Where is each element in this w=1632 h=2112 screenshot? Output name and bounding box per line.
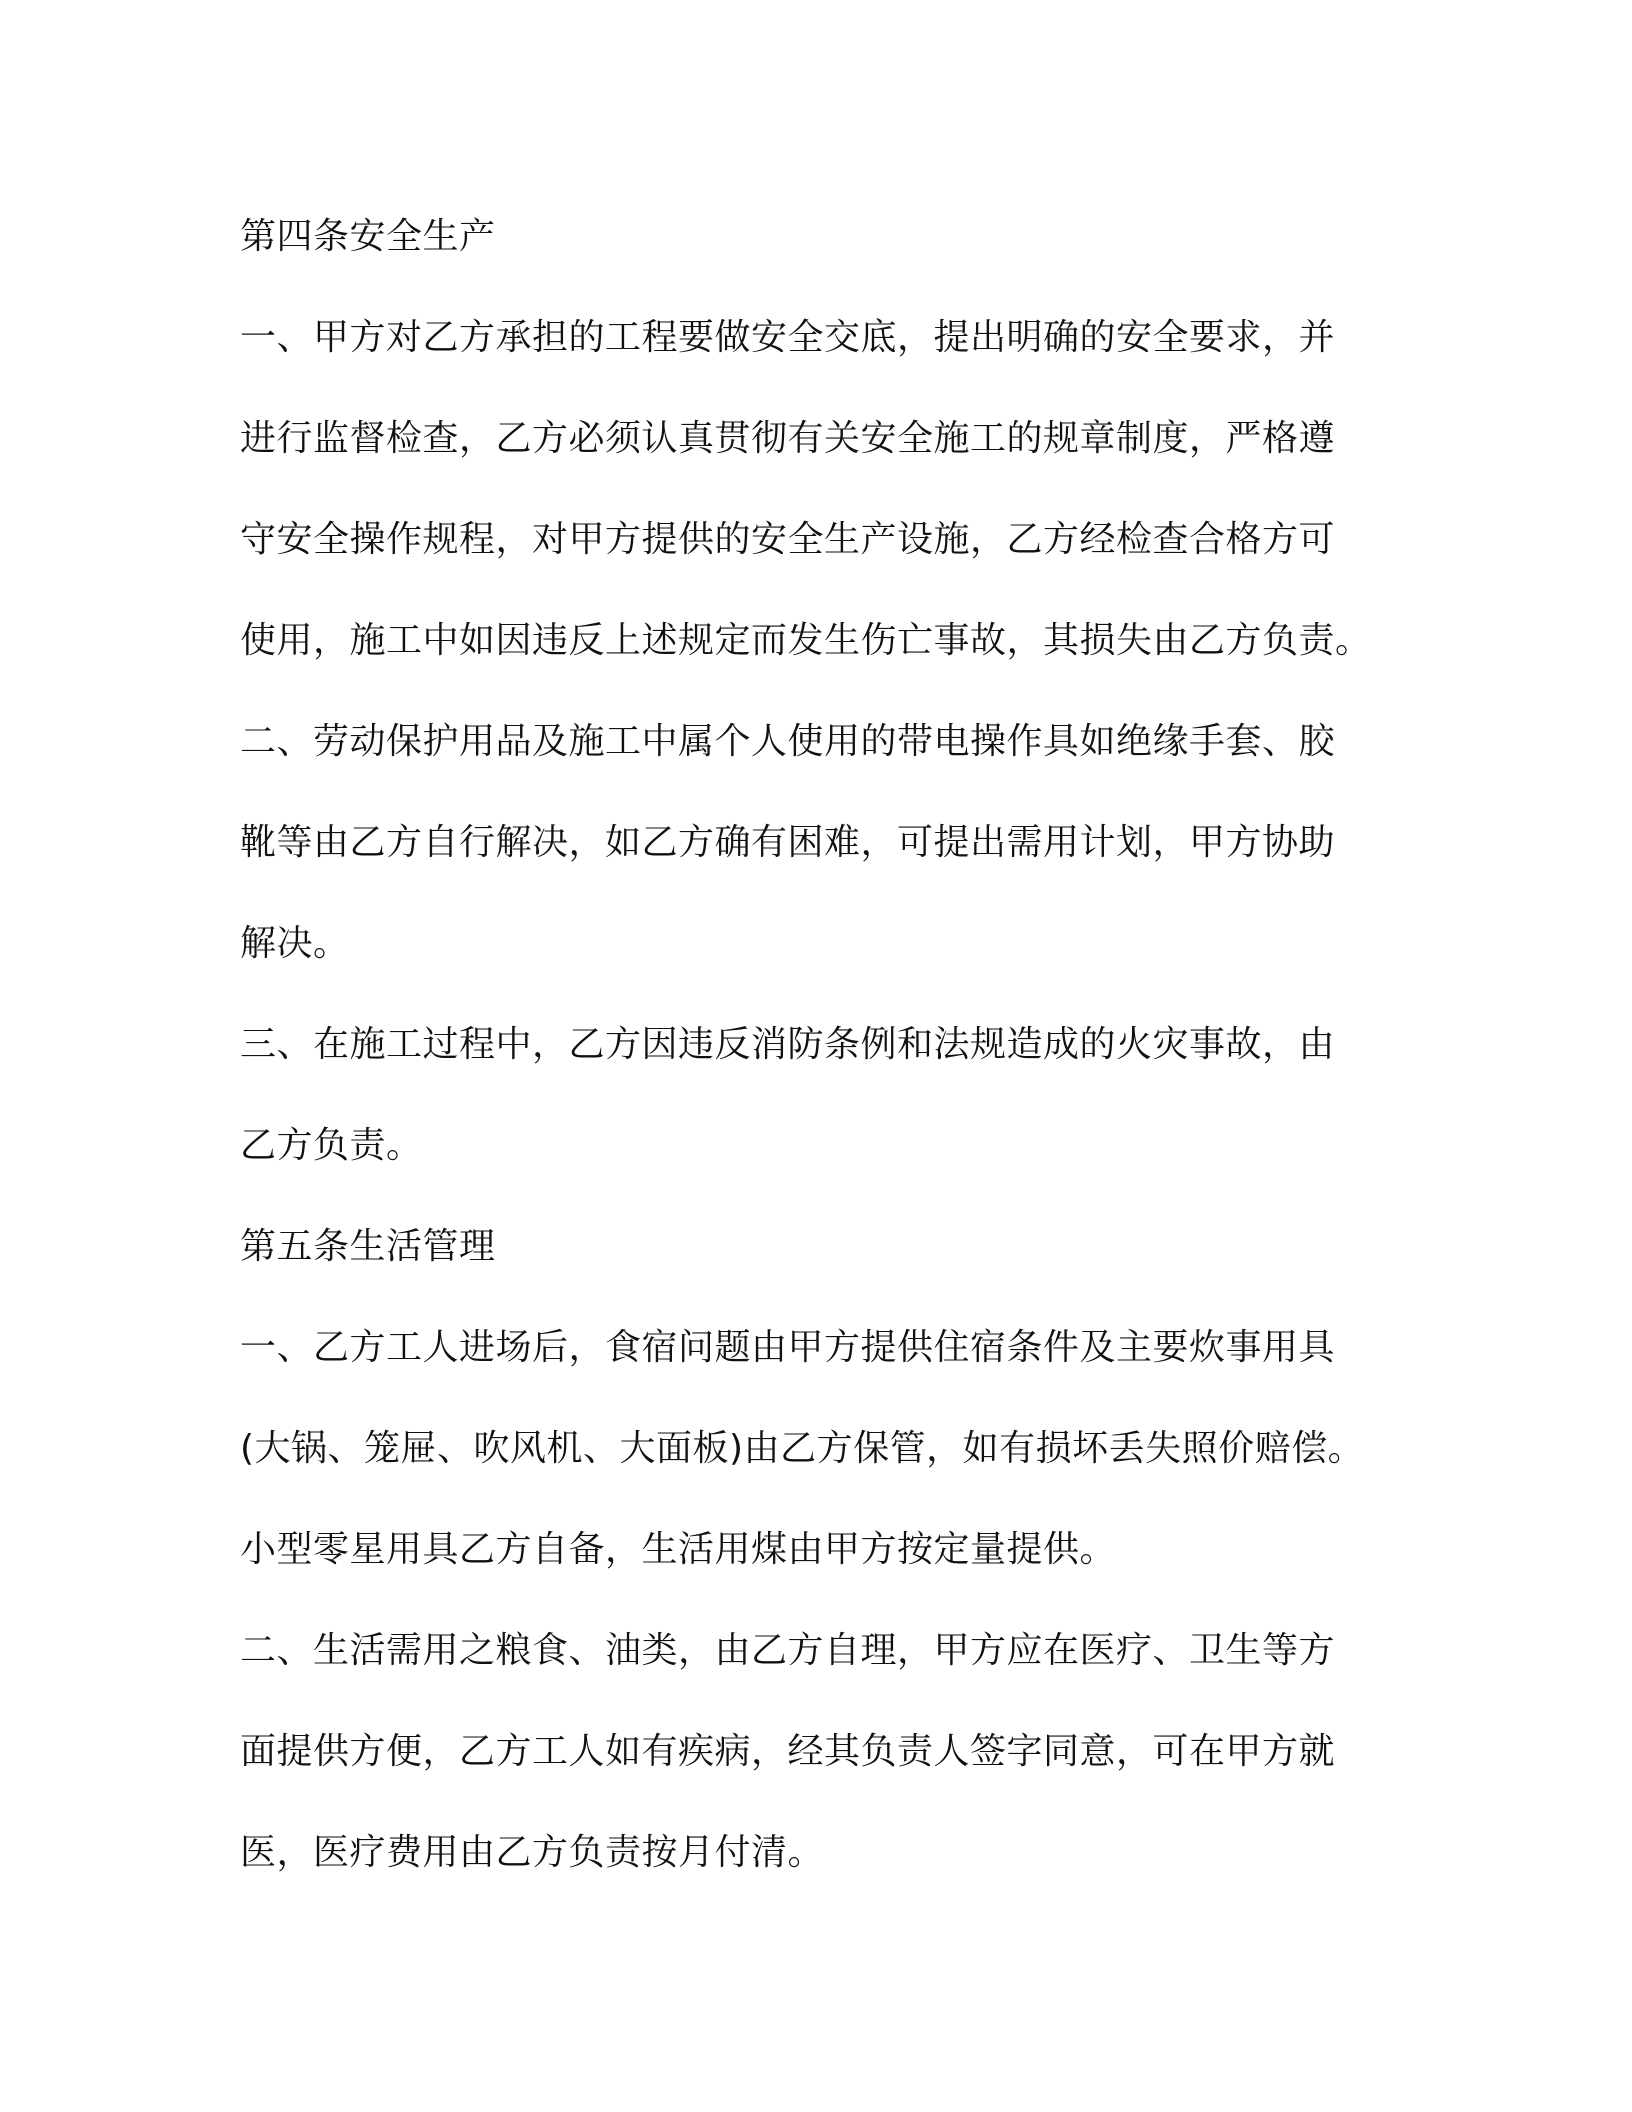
text-line: 解决。 [240,923,350,964]
text-line: 医，医疗费用由乙方负责按月付清。 [240,1832,825,1873]
text-line: 进行监督检查，乙方必须认真贯彻有关安全施工的规章制度，严格遵 [240,418,1336,459]
text-line: (大锅、笼屉、吹风机、大面板)由乙方保管，如有损坏丢失照价赔偿。 [240,1428,1365,1469]
text-line: 靴等由乙方自行解决，如乙方确有困难，可提出需用计划，甲方协助 [240,822,1336,863]
text-line: 小型零星用具乙方自备，生活用煤由甲方按定量提供。 [240,1529,1117,1570]
text-line: 乙方负责。 [240,1125,423,1166]
text-line: 一、乙方工人进场后，食宿问题由甲方提供住宿条件及主要炊事用具 [240,1327,1336,1368]
document-body [240,186,1380,1903]
text-line: 守安全操作规程，对甲方提供的安全生产设施，乙方经检查合格方可 [240,519,1336,560]
text-line: 二、劳动保护用品及施工中属个人使用的带电操作具如绝缘手套、胶 [240,721,1336,762]
article-5-heading: 第五条生活管理 [240,1226,496,1267]
text-line: 一、甲方对乙方承担的工程要做安全交底，提出明确的安全要求，并 [240,317,1336,358]
text-line: 二、生活需用之粮食、油类，由乙方自理，甲方应在医疗、卫生等方 [240,1630,1336,1671]
text-line: 使用，施工中如因违反上述规定而发生伤亡事故，其损失由乙方负责。 [240,620,1372,661]
article-4-heading: 第四条安全生产 [240,216,496,257]
text-line: 面提供方便，乙方工人如有疾病，经其负责人签字同意，可在甲方就 [240,1731,1336,1772]
text-line: 三、在施工过程中，乙方因违反消防条例和法规造成的火灾事故，由 [240,1024,1336,1065]
